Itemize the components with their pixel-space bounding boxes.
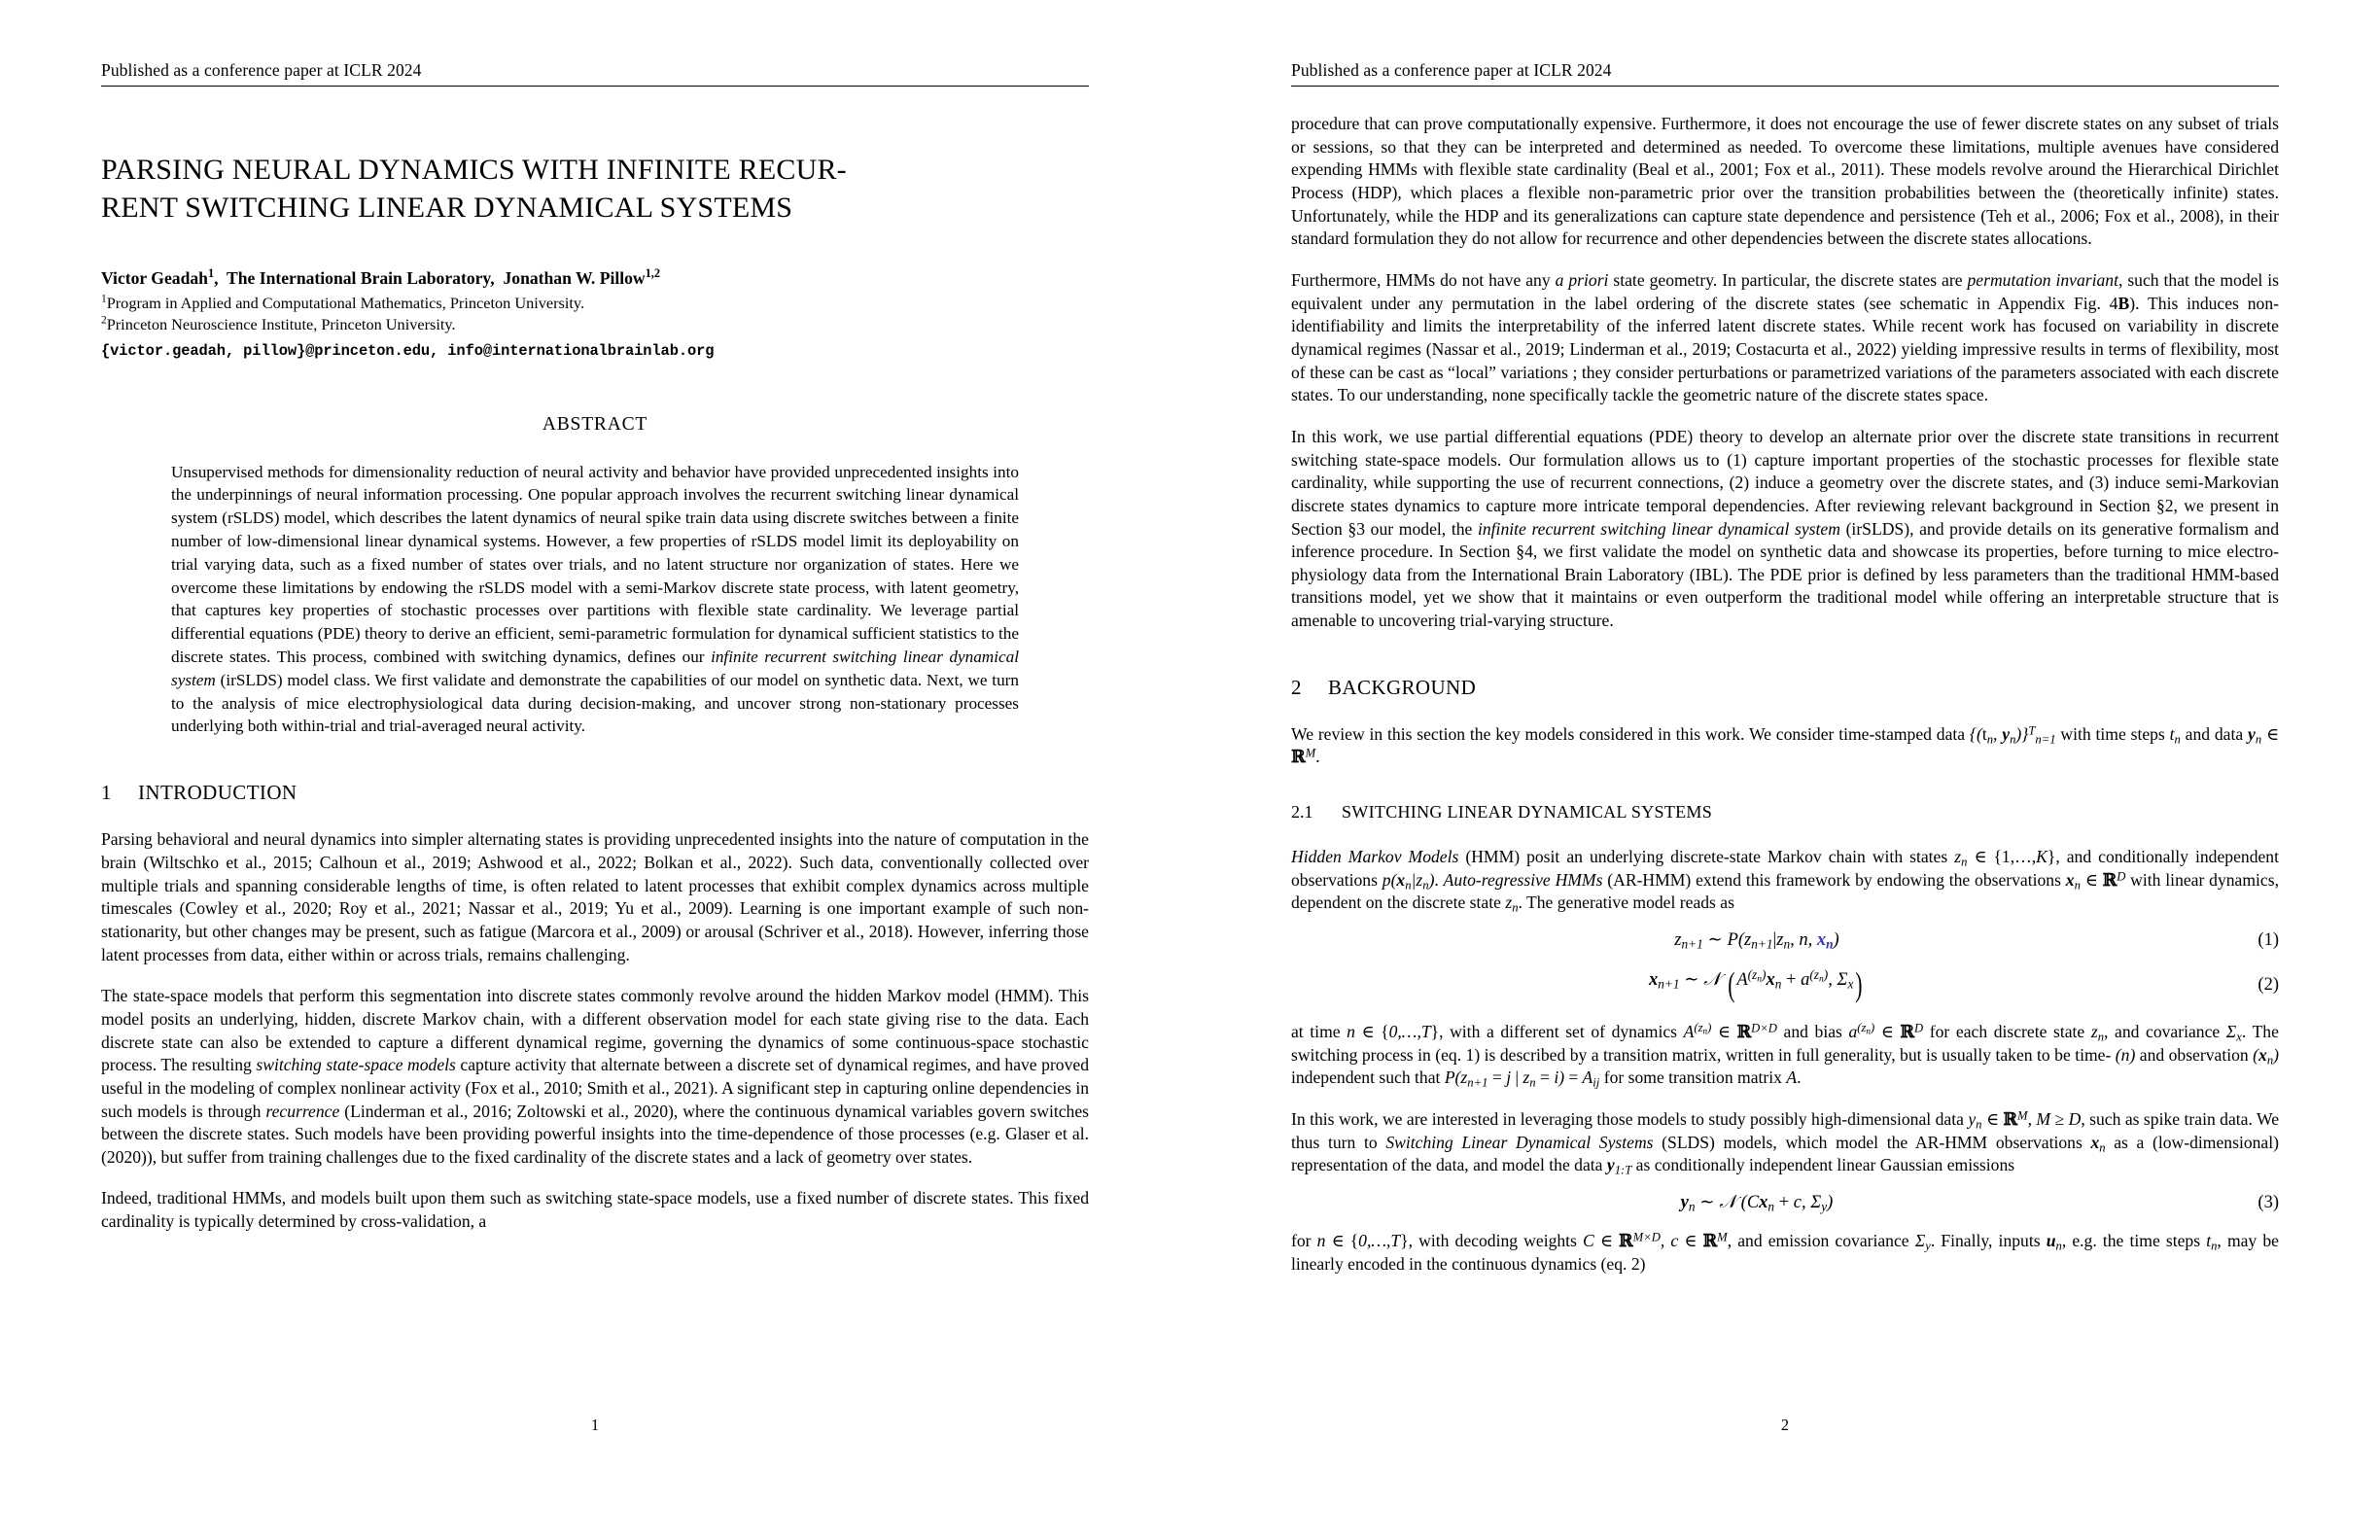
title-line-2: RENT SWITCHING LINEAR DYNAMICAL SYSTEMS bbox=[101, 192, 793, 224]
affil-1-marker: 1 bbox=[101, 293, 107, 305]
math-discrete-state: $z_n$ bbox=[1505, 892, 1519, 915]
slds-p1-part-4: (AR-HMM) extend this framework by endowing the observations bbox=[1602, 869, 2066, 890]
section-title-2: BACKGROUND bbox=[1328, 675, 1477, 699]
p3-part-1: In this work, we use partial differential equations (PDE) theory to develop an alternate prior over the discrete state transitions in recurrent switching state-space models. Our formulation allows us to (1) capture important properties of the stochastic processes for flexible state cardinality, while supporting the use of recurrent connections, (2) induce a geometry over the discrete states, and (3) induce semi-Markovian discrete states dynamics to capture more intricate temporal dependencies. After reviewing relevant background in Section §2, we present in Section §3 our model, the bbox=[1291, 426, 2279, 539]
slds-p1-part-2: , and conditionally independent observations bbox=[1291, 847, 2279, 890]
author-3-affil-marker: 1,2 bbox=[645, 266, 661, 281]
math-y-1T: $y_{1:T}$ bbox=[1606, 1155, 1632, 1177]
bg-p1-math-timestep: $t_n$ bbox=[2169, 723, 2181, 747]
subsection-number-2-1: 2.1 bbox=[1291, 802, 1313, 822]
intro-p2-italic-2: recurrence bbox=[265, 1101, 340, 1121]
p4-part-6: . The switching process in (eq. 1) is described by a transition matrix, written in full generality, but is usually taken to be time- bbox=[1291, 1022, 2279, 1065]
body-paragraph-4 bbox=[1291, 1021, 2279, 1090]
p3-part-2: (irSLDS), and provide details on its generative formalism and inference procedure. In Section §4, we first validate the model on synthetic data and showcase its properties, before turning to mice electro-physiology data from the International Brain Laboratory (IBL). The PDE prior is defined by less parameters than the traditional HMM-based transitions model, yet we show that it maintains or even outperform the traditional model while offering an interpretable structure that is amenable to uncovering trial-varying structure. bbox=[1291, 518, 2279, 631]
math-dynamics-matrix: $A^{(z_n)}$ ∈ ℝ$^{D\times D}$ bbox=[1683, 1021, 1777, 1043]
math-n-paren: (n) bbox=[2115, 1044, 2136, 1065]
author-2-name: The International Brain Laboratory bbox=[227, 268, 491, 288]
running-head-left: Published as a conference paper at ICLR 2024 bbox=[101, 60, 1089, 87]
p2-part-4: ). This induces non-identifiability and limits the interpretability of the inferred latent discrete states. While recent work has focused on variability in discrete dynamical regimes (Nassar et al., 2019; Linderman et al., 2019; Costacurta et al., 2022) yielding impressive results in terms of flexibility, most of these can be cast as “local” variations ; they consider perturbations or parametrized variations of the parameters associated with each discrete states. To our understanding, none specifically tackle the geometric nature of the discrete states space. bbox=[1291, 293, 2279, 405]
math-xn: $x_n$ bbox=[2090, 1132, 2106, 1155]
author-block: Victor Geadah$^1$, The International Brain Laboratory, Jonathan W. Pillow$^{1,2}$ $^1$Program in Applied and Computational Mathematics, Princeton University. $^2$Princeton Neuroscience Institute, Princeton University. {victor.geadah, pillow}@princeton.edu, info@internationalbrainlab.org bbox=[101, 267, 1089, 362]
p5-part-2: , such as spike train data. We thus turn to bbox=[1291, 1109, 2280, 1152]
p4-part-2: , with a different set of dynamics bbox=[1439, 1022, 1684, 1042]
equation-1-tag: (1) bbox=[2258, 929, 2279, 950]
p4-part-5: , and covariance bbox=[2104, 1022, 2226, 1042]
abstract-body bbox=[171, 461, 1019, 739]
math-zn: $z_n$ bbox=[2090, 1022, 2105, 1044]
bg-p1-part-2: with time steps bbox=[2055, 723, 2170, 744]
p3-italic-model-name: infinite recurrent switching linear dynamical system bbox=[1477, 518, 1840, 539]
abstract-text-part-2: (irSLDS) model class. We first validate and demonstrate the capabilities of our model on synthetic data. Next, we turn to the analysis of mice electrophysiological data during decision-making, and uncover strong non-stationary processes underlying both within-trial and trial-averaged neural activity. bbox=[171, 670, 1019, 736]
contact-emails[interactable]: {victor.geadah, pillow}@princeton.edu, info@internationalbrainlab.org bbox=[101, 341, 715, 360]
p6-part-6: , may be linearly encoded in the continuous dynamics (eq. 2) bbox=[1291, 1231, 2279, 1274]
math-sigma-y: $\Sigma_y$ bbox=[1914, 1231, 1931, 1253]
math-obs-space: $x_n$ ∈ ℝ$^D$ bbox=[2065, 869, 2126, 892]
slds-p1-part-3: . bbox=[1434, 869, 1444, 890]
hmm-term: Hidden Markov Models bbox=[1291, 847, 1459, 867]
intro-p2-part-2: capture activity that alternate between a discrete set of dynamical regimes, and have proved useful in the modeling of complex nonlinear activity (Fox et al., 2010; Smith et al., 2021). A significant step in capturing online dependencies in such models is through bbox=[101, 1055, 1090, 1121]
slds-p1-part-5: with linear dynamics, dependent on the discrete state bbox=[1291, 869, 2279, 913]
bg-p1-part-3: and data bbox=[2180, 723, 2249, 744]
background-paragraph-1 bbox=[1291, 723, 2279, 769]
intro-paragraph-3: Indeed, traditional HMMs, and models built upon them such as switching state-space models, use a fixed number of discrete states. This fixed cardinality is typically determined by cross-validation, a bbox=[101, 1188, 1089, 1232]
math-inputs-u: $u_n$ bbox=[2046, 1231, 2062, 1253]
math-decoding-weights: C ∈ ℝ$^{M\times D}$, c ∈ ℝ$^M$ bbox=[1583, 1230, 1728, 1251]
equation-1-row bbox=[1291, 929, 2279, 951]
equation-3-block bbox=[1291, 1192, 2279, 1213]
section-number-2: 2 bbox=[1291, 675, 1302, 699]
slds-p1-part-6: . The generative model reads as bbox=[1518, 892, 1734, 913]
math-matrix-A: A bbox=[1786, 1068, 1798, 1088]
abstract-heading-text: ABSTRACT bbox=[542, 413, 648, 435]
p5-part-5: as conditionally independent linear Gaussian emissions bbox=[1631, 1155, 2015, 1175]
affiliations bbox=[101, 293, 1089, 334]
running-head-right: Published as a conference paper at ICLR 2024 bbox=[1291, 60, 2279, 87]
subsection-heading-slds bbox=[1291, 802, 2279, 822]
math-bias: $a^{(z_n)}$ ∈ ℝ$^D$ bbox=[1848, 1021, 1924, 1043]
equation-2: $x_{n+1}$ ∼ 𝒩 ( $A^{(z_n)}x_n + a^{(z_n)}$, $\Sigma_x$) bbox=[1648, 965, 1863, 1004]
math-xn-paren: $(x_n)$ bbox=[2253, 1044, 2280, 1068]
author-1-name: Victor Geadah bbox=[101, 268, 208, 288]
abstract-heading bbox=[101, 414, 1089, 436]
p6-part-5: , e.g. the time steps bbox=[2061, 1231, 2207, 1250]
equation-3-tag: (3) bbox=[2258, 1192, 2279, 1212]
math-state-set: $z_n$ ∈ {1,…,K} bbox=[1954, 847, 2056, 869]
math-tn: $t_n$ bbox=[2206, 1231, 2218, 1253]
affil-2-marker: 2 bbox=[101, 314, 107, 327]
title-line-1: PARSING NEURAL DYNAMICS WITH INFINITE RECUR- bbox=[101, 154, 847, 186]
subsection-title-2-1: SWITCHING LINEAR DYNAMICAL SYSTEMS bbox=[1342, 802, 1713, 822]
body-paragraph-6 bbox=[1291, 1230, 2279, 1276]
page-title bbox=[101, 151, 1089, 227]
slds-term: Switching Linear Dynamical Systems bbox=[1385, 1132, 1654, 1152]
equation-2-tag: (2) bbox=[2258, 974, 2279, 995]
p5-part-4: as a (low-dimensional) representation of the data, and model the data bbox=[1291, 1132, 2279, 1175]
p6-part-4: . Finally, inputs bbox=[1930, 1231, 2047, 1250]
bg-p1-part-1: We review in this section the key models considered in this work. We consider time-stamped data bbox=[1291, 723, 1970, 744]
bg-p1-math-dataset: {($t_n$, $y_n)\}^T_{n=1}$ bbox=[1969, 723, 2056, 747]
p2-part-2: state geometry. In particular, the discrete states are bbox=[1608, 269, 1968, 290]
section-title-1: INTRODUCTION bbox=[138, 781, 298, 805]
p2-part-3: , such that the model is equivalent under any permutation in the label ordering of the discrete states (see schematic in Appendix Fig. 4 bbox=[1291, 269, 2279, 313]
p4-part-4: for each discrete state bbox=[1923, 1022, 2091, 1042]
abstract-text-part-1: Unsupervised methods for dimensionality reduction of neural activity and behavior have provided unprecedented insights into the underpinnings of neural information processing. One popular approach involves the recurrent switching linear dynamical system (rSLDS) model, which describes the latent dynamics of neural spike train data using discrete switches between a finite number of low-dimensional linear dynamical systems. However, a few properties of rSLDS model limit its deployability on trial varying data, such as a fixed number of states over trials, and no latent structure nor organization of states. Here we overcome these limitations by endowing the rSLDS model with a semi-Markov discrete state process, with latent geometry, that captures key properties of stochastic processes over partitions with flexible state cardinality. We leverage partial differential equations (PDE) theory to derive an efficient, semi-parametric formulation for dynamical sufficient statistics to the discrete states. This process, combined with switching dynamics, defines our bbox=[171, 462, 1019, 667]
p4-part-10: . bbox=[1797, 1068, 1802, 1088]
affiliation-2: Princeton Neuroscience Institute, Princeton University. bbox=[106, 314, 456, 333]
page-number-left: 1 bbox=[590, 1416, 600, 1434]
section-heading-background bbox=[1291, 676, 2279, 700]
body-paragraph-1: procedure that can prove computationally expensive. Furthermore, it does not encourage the use of fewer discrete states on any subset of trials or sessions, so that they can be interpreted and determined as needed. To overcome these limitations, multiple avenues have considered expending HMMs with flexible state cardinality (Beal et al., 2001; Fox et al., 2011). These models revolve around the Hierarchical Dirichlet Process (HDP), which places a flexible non-parametric prior over the transition probabilities between the (theoretically infinite) states. Unfortunately, while the HDP and its generalizations can capture state dependence and persistence (Teh et al., 2006; Fox et al., 2008), in their standard formulation they do not allow for recurrence and other dependencies between the discrete states allocations. bbox=[1291, 114, 2279, 249]
p2-figure-panel-ref: B bbox=[2118, 293, 2130, 313]
slds-paragraph-1 bbox=[1291, 846, 2279, 915]
affiliation-1: Program in Applied and Computational Mathematics, Princeton University. bbox=[106, 293, 585, 312]
equation-1: $z_{n+1}$ ∼ $P(z_{n+1}|z_n$, n, $x_n$) bbox=[1674, 930, 1839, 952]
ar-hmm-term: Auto-regressive HMMs bbox=[1443, 869, 1603, 890]
p4-part-3: and bias bbox=[1776, 1022, 1849, 1042]
section-heading-introduction bbox=[101, 781, 1089, 805]
math-data-dim: $y_n$ ∈ ℝ$^M$, M ≥ D bbox=[1968, 1108, 2082, 1132]
equation-3-row bbox=[1291, 1192, 2279, 1213]
p2-part-1: Furthermore, HMMs do not have any bbox=[1291, 269, 1556, 290]
intro-p2-part-3: (Linderman et al., 2016; Zoltowski et al., 2020), where the continuous dynamical variables govern switches between the discrete states. Such models have been providing powerful insights into the time-dependence of those processes (e.g. Glaser et al. (2020)), but suffer from training challenges due to the fixed cardinality of the discrete states and a lack of geometry over states. bbox=[101, 1101, 1089, 1167]
equation-2-row bbox=[1291, 965, 2279, 1004]
author-1-affil-marker: 1 bbox=[207, 266, 215, 281]
math-n-range: n ∈ {0,…,T} bbox=[1316, 1231, 1409, 1250]
intro-paragraph-2 bbox=[101, 985, 1089, 1169]
p6-part-3: , and emission covariance bbox=[1727, 1231, 1915, 1250]
p5-part-3: (SLDS) models, which model the AR-HMM observations bbox=[1653, 1132, 2091, 1152]
page-2 bbox=[1190, 0, 2380, 1540]
math-transition-prob: $P(z_{n+1} = j$ | $z_n = i) = A_{ij}$ bbox=[1444, 1068, 1600, 1090]
p2-italic-a-priori: a priori bbox=[1555, 269, 1609, 290]
body-paragraph-3 bbox=[1291, 426, 2279, 633]
math-time-index: n ∈ {0,…,T} bbox=[1347, 1022, 1440, 1042]
intro-paragraph-1: Parsing behavioral and neural dynamics into simpler alternating states is providing unprecedented insights into the nature of computation in the brain (Wiltschko et al., 2015; Calhoun et al., 2019; Ashwood et al., 2022; Bolkan et al., 2022). Such data, conventionally collected over multiple trials and spanning considerable lengths of time, is often related to latent processes that exhibit complex dynamics across multiple timescales (Cowley et al., 2020; Roy et al., 2021; Nassar et al., 2019; Yu et al., 2009). Learning is one important example of such non-stationarity, but other changes may be present, such as fatigue (Marcora et al., 2009) or arousal (Schriver et al., 2018). However, inferring those latent processes from data, either within or across trials, remains challenging. bbox=[101, 829, 1089, 964]
math-observation-likelihood: $p(x_n|z_n)$ bbox=[1382, 869, 1435, 892]
p5-part-1: In this work, we are interested in leveraging those models to study possibly high-dimensional data bbox=[1291, 1109, 1969, 1130]
p4-part-9: for some transition matrix bbox=[1599, 1068, 1787, 1088]
p6-part-1: for bbox=[1291, 1231, 1317, 1250]
section-number-1: 1 bbox=[101, 781, 112, 805]
p4-part-8: independent such that bbox=[1291, 1068, 1445, 1088]
body-paragraph-2 bbox=[1291, 269, 2279, 407]
bg-p1-part-4: . bbox=[1315, 747, 1320, 767]
equations-1-2 bbox=[1291, 929, 2279, 1004]
equation-3: $y_n$ ∼ 𝒩 ($Cx_n + c$, $\Sigma_y$) bbox=[1680, 1192, 1834, 1214]
page-number-right: 2 bbox=[1780, 1416, 1790, 1434]
intro-p2-part-1: The state-space models that perform this segmentation into discrete states commonly revolve around the hidden Markov model (HMM). This model posits an underlying, hidden, discrete Markov chain, with a different observation model for each state giving rise to the data. Each discrete state can also be extended to capture a different dynamical regime, governing the dynamics of some continuous-space stochastic process. The resulting bbox=[101, 986, 1089, 1075]
body-paragraph-5 bbox=[1291, 1108, 2279, 1177]
bg-p1-math-data: $y_n$ ∈ ℝ$^M$ bbox=[1291, 723, 2280, 768]
slds-p1-part-1: (HMM) posit an underlying discrete-state Markov chain with states bbox=[1458, 847, 1955, 867]
abstract-model-name: infinite recurrent switching linear dynamical system bbox=[171, 648, 1019, 689]
intro-p2-italic-1: switching state-space models bbox=[256, 1055, 456, 1075]
p4-part-7: and observation bbox=[2135, 1044, 2254, 1065]
math-sigma-x: $\Sigma_x$ bbox=[2225, 1022, 2242, 1044]
p4-part-1: at time bbox=[1291, 1022, 1348, 1042]
p6-part-2: , with decoding weights bbox=[1408, 1231, 1584, 1250]
author-3-name: Jonathan W. Pillow bbox=[503, 268, 646, 288]
p2-italic-permutation-invariant: permutation invariant bbox=[1967, 269, 2118, 290]
